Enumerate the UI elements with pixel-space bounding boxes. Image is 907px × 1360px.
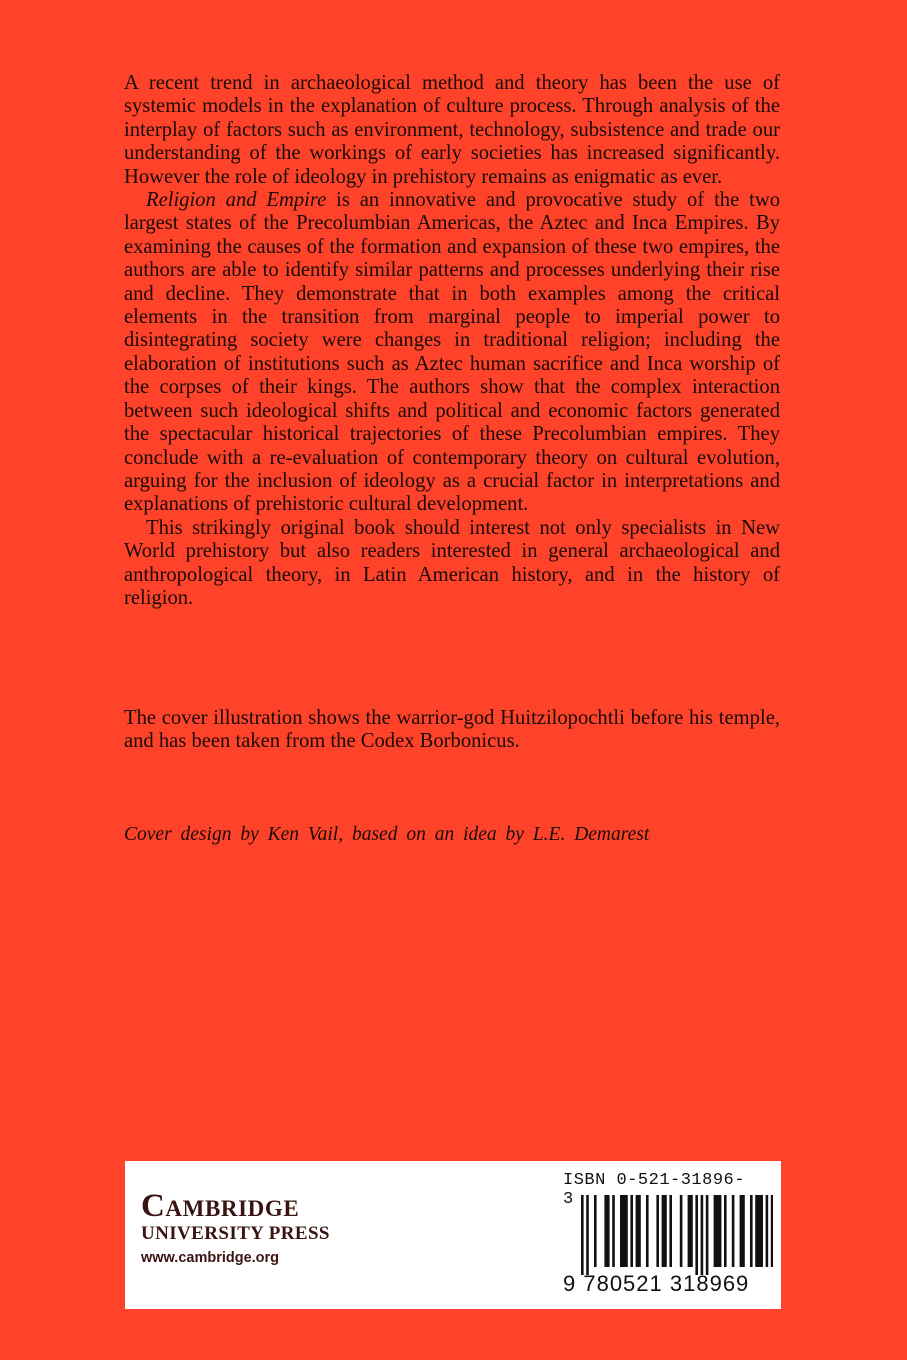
barcode-area [563, 1169, 773, 1303]
blurb-paragraph-2 [124, 189, 780, 517]
publisher-subtitle: UNIVERSITY PRESS [141, 1223, 330, 1244]
blurb-paragraph-2-text: is an innovative and provocative study of the two largest states of the Precolumbian Americas, the Aztec and Inca Empires. By examining the causes of the formation and expansion of these two empires, the authors are able to identify similar patterns and processes underlying their rise and decline. They demonstrate that in both examples among the critical elements in the transition from marginal people to imperial power to disintegrating society were changes in traditional religion; including the elaboration of institutions such as Aztec human sacrifice and Inca worship of the corpses of their kings. The authors show that the complex interaction between such ideological shifts and political and economic factors generated the spectacular historical trajectories of these Precolumbian empires. They conclude with a re-evaluation of contemporary theory on cultural evolution, arguing for the inclusion of ideology as a crucial factor in interpretations and explanations of prehistoric cultural development. [124, 189, 780, 516]
publisher-name: Cambridge [141, 1188, 300, 1224]
ean-number: 9 780521 318969 [563, 1271, 750, 1296]
book-title-italic: Religion and Empire [146, 189, 327, 212]
cover-illustration-note: The cover illustration shows the warrior-god Huitzilopochtli before his temple, and has been taken from the Codex Borbonicus. [124, 707, 780, 753]
barcode-icon [563, 1195, 773, 1275]
publisher-logo [141, 1189, 330, 1267]
isbn-label: ISBN 0-521-31896-3 [563, 1171, 745, 1209]
back-cover-blurb [124, 72, 780, 610]
cover-design-credit: Cover design by Ken Vail, based on an idea by L.E. Demarest [124, 824, 650, 845]
blurb-paragraph-3: This strikingly original book should interest not only specialists in New World prehistory but also readers interested in general archaeological and anthropological theory, in Latin American history, and in the history of religion. [124, 516, 780, 609]
publisher-barcode-panel [125, 1161, 781, 1309]
publisher-url: www.cambridge.org [141, 1250, 280, 1266]
blurb-paragraph-1: A recent trend in archaeological method and theory has been the use of systemic models in the explanation of culture process. Through analysis of the interplay of factors such as environment, technology, subsistence and trade our understanding of the workings of early societies has increased significantly. However the role of ideology in prehistory remains as enigmatic as ever. [124, 72, 780, 188]
